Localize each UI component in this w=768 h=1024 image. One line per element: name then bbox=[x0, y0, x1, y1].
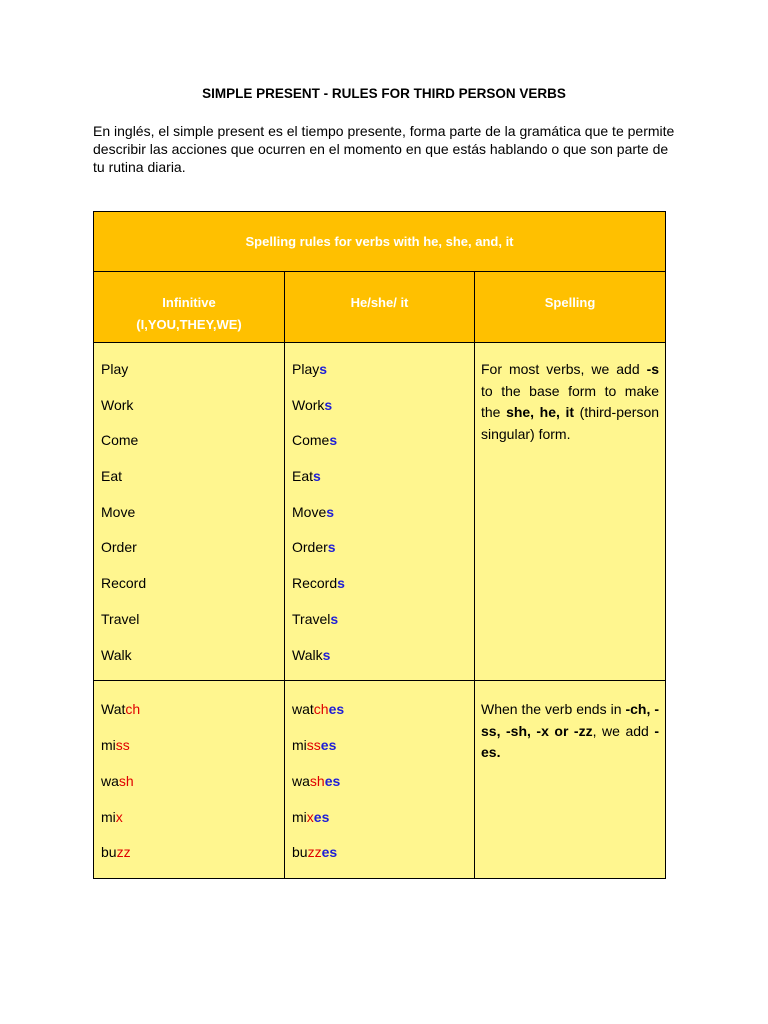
verb-ending: ss bbox=[306, 736, 321, 753]
list-item bbox=[292, 735, 474, 771]
suffix-s: s bbox=[319, 361, 328, 377]
column-header-infinitive-sub: (I,YOU,THEY,WE) bbox=[136, 317, 242, 332]
verb-stem: bu bbox=[101, 844, 117, 861]
list-item bbox=[292, 573, 474, 609]
table-title: Spelling rules for verbs with he, she, and, it bbox=[94, 212, 666, 272]
group2-rule-text bbox=[475, 681, 665, 764]
verb-stem: wa bbox=[292, 772, 310, 789]
verb-stem: Walk bbox=[292, 646, 323, 663]
verb-stem: mi bbox=[101, 736, 116, 753]
group2-third-person-list bbox=[285, 681, 474, 878]
verb-stem: mi bbox=[101, 808, 116, 825]
suffix-es: es bbox=[324, 772, 341, 789]
verb-stem: Eat bbox=[292, 468, 314, 485]
column-header-spelling bbox=[475, 272, 666, 343]
list-item bbox=[292, 807, 474, 843]
group2-infinitives-cell bbox=[94, 681, 285, 879]
list-item bbox=[292, 502, 474, 538]
list-item bbox=[292, 645, 474, 681]
rule-text-part: When the verb ends in bbox=[481, 701, 626, 718]
verb-stem: Order bbox=[292, 539, 328, 556]
suffix-s: s bbox=[330, 610, 339, 627]
list-item bbox=[101, 359, 284, 395]
verb-ending: ch bbox=[313, 701, 329, 718]
verb-stem: Move bbox=[292, 503, 327, 520]
group1-infinitives-cell bbox=[94, 343, 285, 681]
suffix-s: s bbox=[327, 539, 336, 556]
rule-text-part: For most verbs, we add bbox=[481, 361, 647, 377]
group1-third-person-cell bbox=[285, 343, 475, 681]
list-item bbox=[101, 573, 284, 609]
verb-stem: Come bbox=[292, 432, 330, 449]
verb-ending: x bbox=[306, 808, 314, 825]
column-header-infinitive-label: Infinitive bbox=[162, 295, 216, 310]
list-item bbox=[101, 502, 284, 538]
suffix-es: es bbox=[328, 701, 345, 718]
suffix-es: es bbox=[313, 808, 330, 825]
rule-text-bold: -s bbox=[646, 361, 660, 377]
group2-third-person-cell bbox=[285, 681, 475, 879]
group1-third-person-list bbox=[285, 343, 474, 680]
group1-rule-text bbox=[475, 343, 665, 445]
rule-text-part: to the base form to make the bbox=[481, 382, 660, 420]
column-header-infinitive bbox=[94, 272, 285, 343]
list-item bbox=[292, 430, 474, 466]
list-item bbox=[101, 609, 284, 645]
verb-stem: Wat bbox=[101, 701, 126, 718]
list-item bbox=[101, 430, 284, 466]
group1-infinitive-list bbox=[94, 343, 284, 680]
rule-text-part: , we add bbox=[592, 722, 655, 739]
group2-rule-cell bbox=[475, 681, 666, 879]
infinitive-word: Eat bbox=[101, 468, 123, 485]
list-item bbox=[292, 395, 474, 431]
list-item bbox=[292, 359, 474, 395]
infinitive-word: Work bbox=[101, 396, 134, 413]
rule-text-part: (third-person singular) form. bbox=[481, 404, 660, 442]
infinitive-word: Record bbox=[101, 575, 147, 592]
verb-stem: Play bbox=[292, 361, 320, 377]
rule-text-bold: she, he, it bbox=[506, 404, 575, 420]
verb-ending: zz bbox=[307, 844, 322, 861]
list-item bbox=[292, 466, 474, 502]
list-item bbox=[101, 807, 284, 843]
group1-rule-cell bbox=[475, 343, 666, 681]
list-item bbox=[101, 735, 284, 771]
column-header-third-person-label: He/she/ it bbox=[350, 295, 409, 310]
verb-ending: x bbox=[115, 808, 123, 825]
intro-paragraph: En inglés, el simple present es el tiempo presente, forma parte de la gramática que te permite describir las acciones que ocurren en el momento en que estás hablando o que son parte de tu rutina diaria. bbox=[93, 123, 675, 175]
rule-text-bold: -ch, -ss, -sh, -x or -zz bbox=[481, 701, 660, 739]
infinitive-word: Move bbox=[101, 503, 136, 520]
infinitive-word: Come bbox=[101, 432, 139, 449]
verb-stem: mi bbox=[292, 736, 307, 753]
list-item bbox=[292, 699, 474, 735]
list-item bbox=[101, 771, 284, 807]
verb-stem: wat bbox=[292, 701, 314, 718]
list-item bbox=[101, 842, 284, 878]
list-item bbox=[292, 537, 474, 573]
suffix-s: s bbox=[324, 396, 333, 413]
page-title: SIMPLE PRESENT - RULES FOR THIRD PERSON VERBS bbox=[202, 86, 566, 101]
verb-ending: ss bbox=[115, 736, 130, 753]
infinitive-word: Travel bbox=[101, 610, 140, 627]
suffix-s: s bbox=[326, 503, 335, 520]
group2-infinitive-list bbox=[94, 681, 284, 878]
column-header-spelling-label: Spelling bbox=[544, 295, 596, 310]
suffix-s: s bbox=[329, 432, 338, 449]
verb-ending: sh bbox=[309, 772, 325, 789]
suffix-s: s bbox=[322, 646, 331, 663]
verb-stem: bu bbox=[292, 844, 308, 861]
infinitive-word: Order bbox=[101, 539, 137, 556]
list-item bbox=[101, 645, 284, 681]
verb-stem: Record bbox=[292, 575, 338, 592]
verb-stem: Travel bbox=[292, 610, 331, 627]
infinitive-word: Walk bbox=[101, 646, 132, 663]
suffix-s: s bbox=[313, 468, 321, 485]
suffix-es: es bbox=[321, 844, 338, 861]
suffix-es: es bbox=[320, 736, 337, 753]
verb-stem: Work bbox=[292, 396, 325, 413]
list-item bbox=[292, 771, 474, 807]
rule-text-bold: -es. bbox=[481, 722, 660, 761]
suffix-s: s bbox=[337, 575, 345, 592]
list-item bbox=[101, 466, 284, 502]
verb-ending: sh bbox=[118, 772, 134, 789]
verb-stem: wa bbox=[101, 772, 119, 789]
list-item bbox=[292, 609, 474, 645]
verb-ending: ch bbox=[125, 701, 141, 718]
verb-stem: mi bbox=[292, 808, 307, 825]
infinitive-word: Play bbox=[101, 361, 129, 377]
list-item bbox=[101, 537, 284, 573]
spelling-rules-table bbox=[93, 211, 666, 879]
list-item bbox=[292, 842, 474, 878]
verb-ending: zz bbox=[116, 844, 131, 861]
list-item bbox=[101, 395, 284, 431]
list-item bbox=[101, 699, 284, 735]
column-header-third-person bbox=[285, 272, 475, 343]
